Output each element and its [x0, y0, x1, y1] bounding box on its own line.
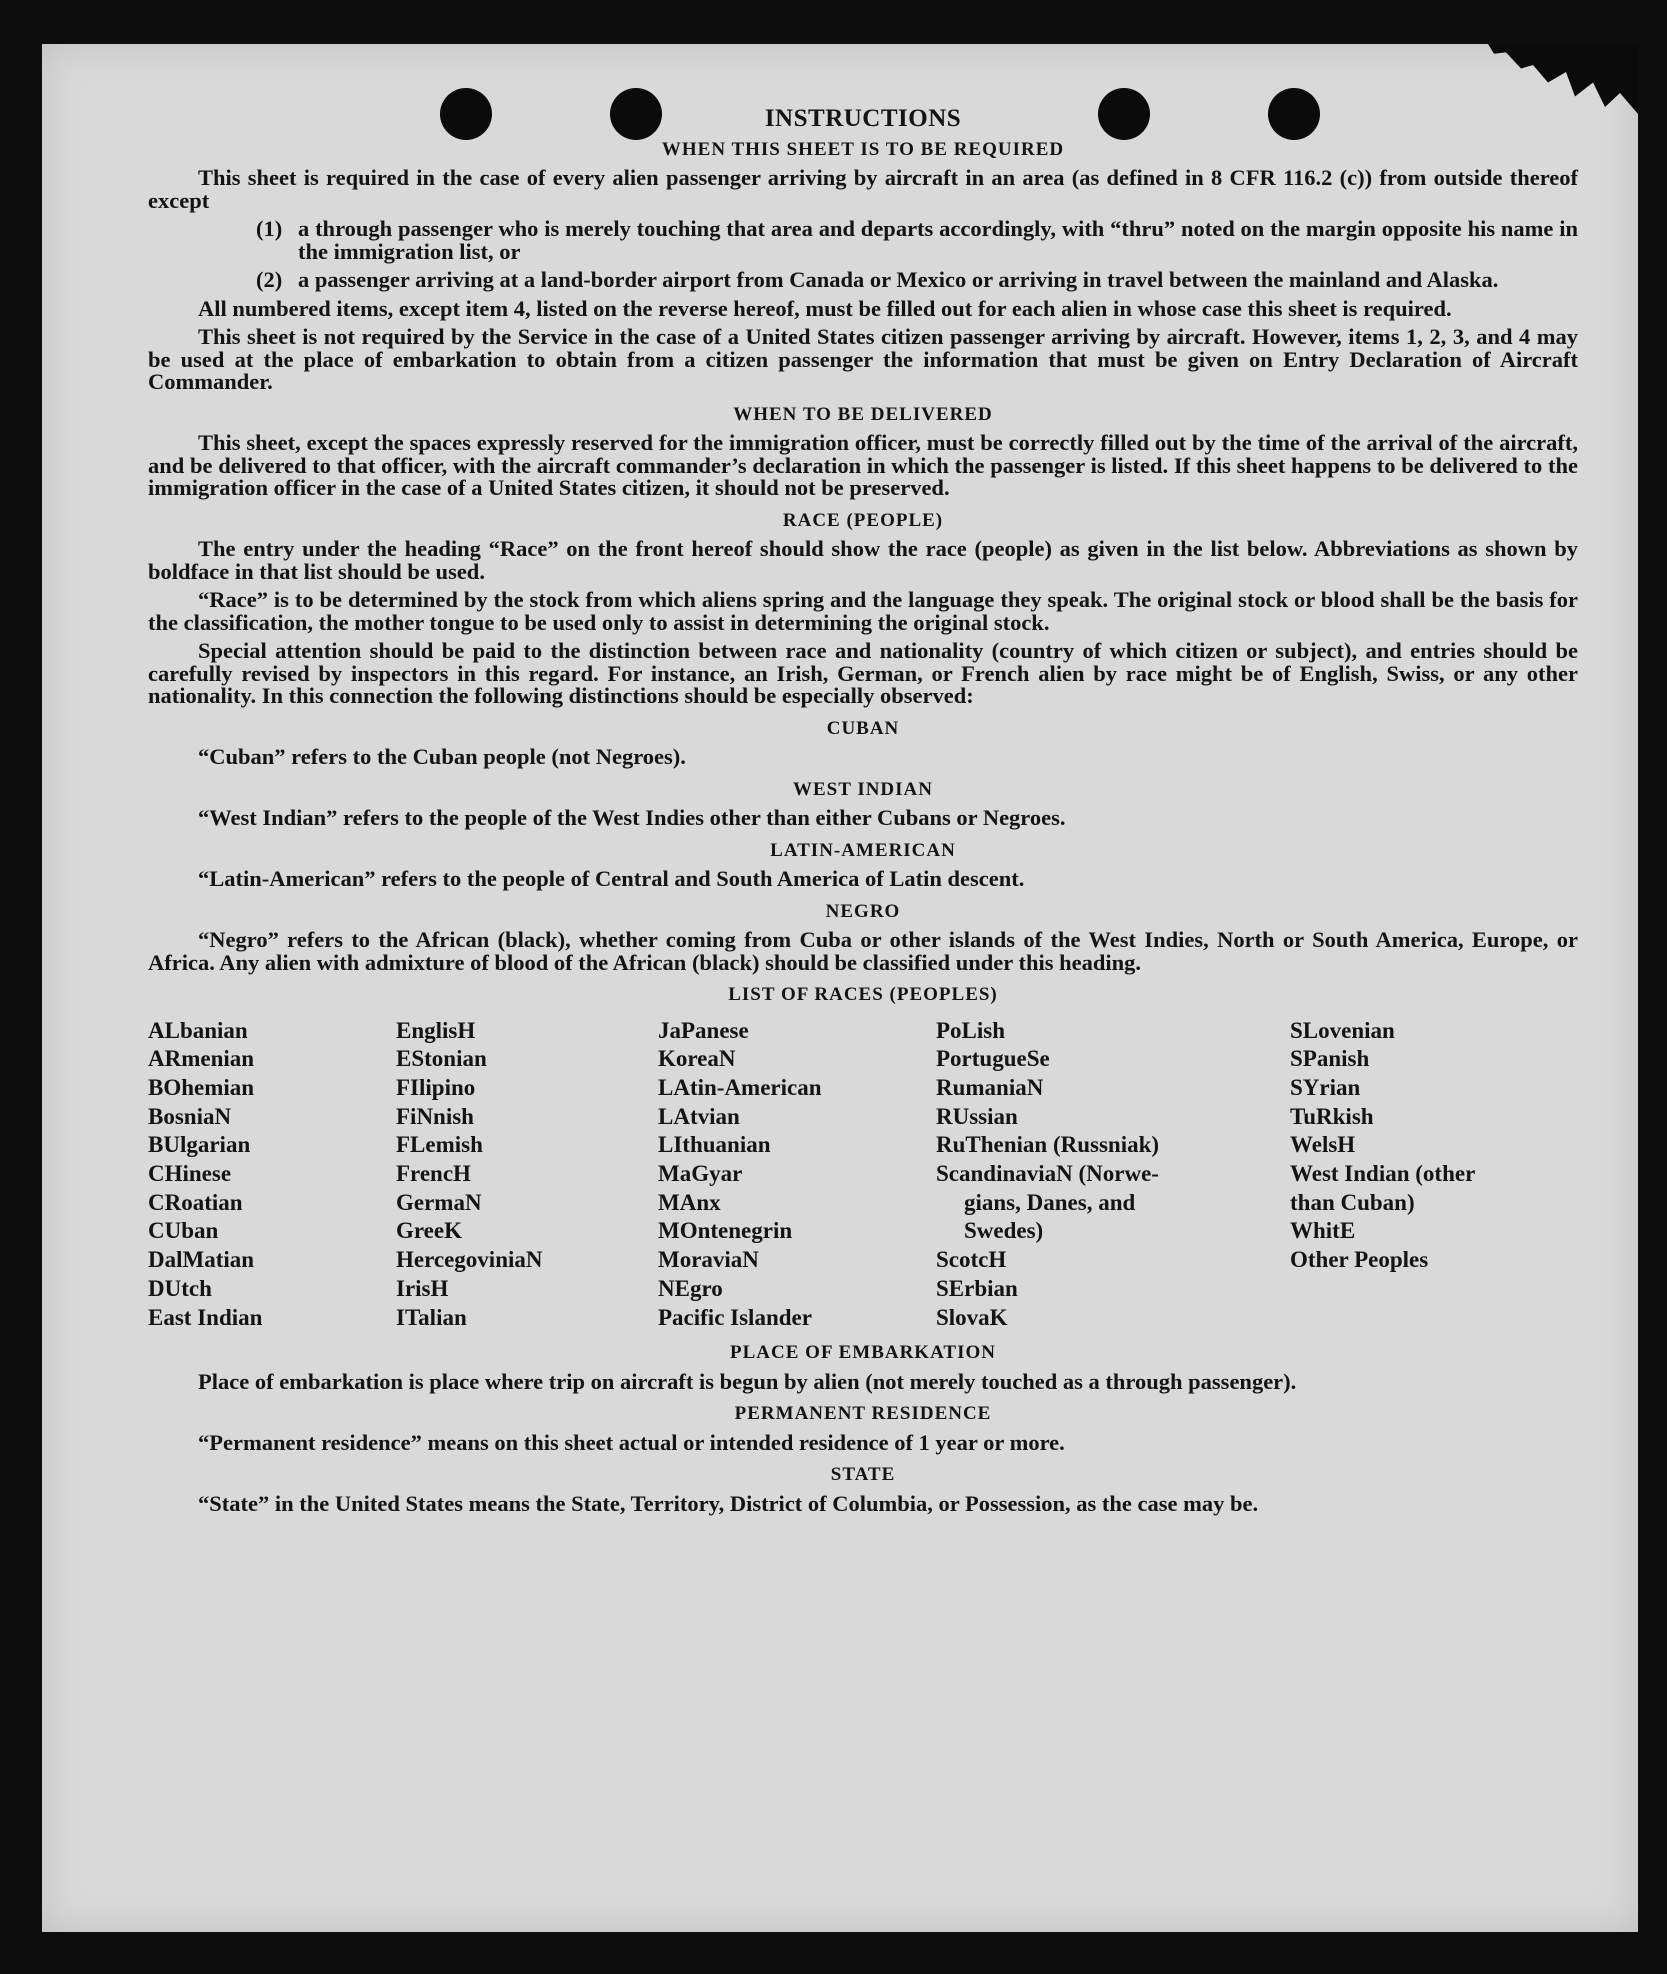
race-entry: SLovenian: [1290, 1017, 1395, 1043]
race-entry: gians, Danes, and: [964, 1189, 1136, 1215]
race-entry: BosniaN: [148, 1103, 232, 1129]
section-heading-latin-american: LATIN-AMERICAN: [770, 839, 956, 861]
race-entry: FLemish: [396, 1132, 483, 1158]
races-column: [936, 1017, 1290, 1333]
paragraph-negro: “Negro” refers to the African (black), whether coming from Cuba or other islands of the West Indies, North or South America, Europe, or Africa. Any alien with admixture of blood of the African (black) should be classified under this heading.: [148, 927, 1578, 975]
race-entry: SErbian: [936, 1275, 1018, 1301]
paragraph-embarkation: Place of embarkation is place where trip on aircraft is begun by alien (not merely touched as a through passenger).: [198, 1368, 1297, 1394]
race-entry: LAtin-American: [658, 1074, 822, 1100]
section-heading-race: RACE (PEOPLE): [782, 509, 944, 531]
paragraph-latin-american: “Latin-American” refers to the people of Central and South America of Latin descent.: [198, 866, 1025, 891]
race-entry: West Indian (other: [1290, 1161, 1476, 1187]
instructions-body: [148, 105, 1578, 1521]
race-entry: PoLish: [936, 1017, 1006, 1043]
race-entry: RUssian: [936, 1103, 1018, 1129]
paragraph-required-intro: This sheet is required in the case of every alien passenger arriving by aircraft in an area (as defined in 8 CFR 116.2 (c)) from outside thereof except: [148, 165, 1578, 213]
race-entry: BUlgarian: [148, 1132, 251, 1158]
race-entry: FiNnish: [396, 1103, 474, 1129]
race-entry: ALbanian: [148, 1017, 248, 1043]
race-entry: JaPanese: [658, 1017, 749, 1043]
section-heading-cuban: CUBAN: [826, 717, 900, 739]
race-entry: BOhemian: [148, 1074, 255, 1100]
race-entry: Swedes): [964, 1218, 1044, 1244]
race-entry: FrencH: [396, 1161, 471, 1187]
section-heading-when-delivered: WHEN TO BE DELIVERED: [733, 403, 993, 425]
race-entry: ARmenian: [148, 1046, 255, 1072]
race-entry: CUban: [148, 1218, 219, 1244]
races-list: [148, 1017, 1578, 1333]
race-entry: MoraviaN: [658, 1247, 759, 1273]
section-heading-embarkation: PLACE OF EMBARKATION: [730, 1342, 996, 1364]
paragraph-state: “State” in the United States means the State, Territory, District of Columbia, or Possession, as the case may be.: [198, 1490, 1259, 1516]
paragraph-race-entry: The entry under the heading “Race” on the front hereof should show the race (people) as given in the list below. Abbreviations as shown by boldface in that list should be used.: [148, 536, 1578, 584]
item-text: a through passenger who is merely touching that area and departs accordingly, with “thru” noted on the margin opposite his name in the immigration list, or: [298, 216, 1578, 264]
race-entry: DalMatian: [148, 1247, 255, 1273]
races-column: [148, 1017, 396, 1333]
item-number: (1): [256, 216, 283, 241]
section-heading-residence: PERMANENT RESIDENCE: [734, 1403, 992, 1425]
paragraph-delivery: This sheet, except the spaces expressly reserved for the immigration officer, must be correctly filled out by the time of the arrival of the aircraft, and be delivered to that officer, with the aircraft commander’s declaration in which the passenger is listed. If this sheet happens to be delivered to the immigration officer in the case of a United States citizen, it should not be preserved.: [148, 430, 1578, 500]
race-entry: IrisH: [396, 1275, 449, 1301]
race-entry: East Indian: [148, 1304, 263, 1330]
item-text: a passenger arriving at a land-border airport from Canada or Mexico or arriving in travel between the mainland and Alaska.: [298, 267, 1499, 292]
race-entry: than Cuban): [1290, 1189, 1415, 1215]
race-entry: TuRkish: [1290, 1103, 1374, 1129]
race-entry: NEgro: [658, 1275, 723, 1301]
section-heading-state: STATE: [830, 1464, 896, 1486]
race-entry: KoreaN: [658, 1046, 736, 1072]
torn-corner: [1488, 44, 1638, 114]
race-entry: FIlipino: [396, 1074, 476, 1100]
race-entry: SYrian: [1290, 1074, 1361, 1100]
race-entry: Other Peoples: [1290, 1247, 1429, 1273]
section-heading-negro: NEGRO: [825, 900, 901, 922]
race-entry: ScandinaviaN (Norwe-: [936, 1161, 1159, 1187]
section-heading-west-indian: WEST INDIAN: [793, 778, 933, 800]
race-entry: HercegoviniaN: [396, 1247, 543, 1273]
race-entry: LIthuanian: [658, 1132, 771, 1158]
race-entry: EStonian: [396, 1046, 487, 1072]
section-heading-list-of-races: LIST OF RACES (PEOPLES): [728, 984, 998, 1005]
race-entry: WelsH: [1290, 1132, 1356, 1158]
paragraph-citizen: This sheet is not required by the Service in the case of a United States citizen passenger arriving by aircraft. However, items 1, 2, 3, and 4 may be used at the place of embarkation to obtain from a citizen passenger the information that must be given on Entry Declaration of Aircraft Commander.: [148, 324, 1578, 394]
race-entry: ITalian: [396, 1304, 467, 1330]
race-entry: CRoatian: [148, 1189, 243, 1215]
exception-item: [256, 269, 1578, 292]
race-entry: PortugueSe: [936, 1046, 1050, 1072]
race-entry: SPanish: [1290, 1046, 1370, 1072]
item-number: (2): [256, 267, 283, 292]
race-entry: GermaN: [396, 1189, 482, 1215]
race-entry: RumaniaN: [936, 1074, 1044, 1100]
race-entry: MaGyar: [658, 1161, 743, 1187]
race-entry: ScotcH: [936, 1247, 1007, 1273]
race-entry: DUtch: [148, 1275, 212, 1301]
paragraph-race-nationality: Special attention should be paid to the distinction between race and nationality (country of which citizen or subject), and entries should be carefully revised by inspectors in this regard. For instance, an Irish, German, or French alien by race might be of English, Swiss, or any other nationality. In this connection the following distinctions should be especially observed:: [148, 638, 1578, 708]
race-entry: RuThenian (Russniak): [936, 1132, 1160, 1158]
race-entry: SlovaK: [936, 1304, 1008, 1330]
race-entry: WhitE: [1290, 1218, 1356, 1244]
paragraph-residence: “Permanent residence” means on this sheet actual or intended residence of 1 year or more.: [198, 1429, 1065, 1455]
race-entry: EnglisH: [396, 1017, 476, 1043]
race-entry: GreeK: [396, 1218, 462, 1244]
race-entry: MOntenegrin: [658, 1218, 793, 1244]
races-column: [396, 1017, 658, 1333]
races-column: [1290, 1017, 1560, 1333]
page-title: INSTRUCTIONS: [764, 105, 962, 132]
paragraph-cuban: “Cuban” refers to the Cuban people (not Negroes).: [198, 744, 686, 769]
race-entry: CHinese: [148, 1161, 232, 1187]
paragraph-race-stock: “Race” is to be determined by the stock from which aliens spring and the language they speak. The original stock or blood shall be the basis for the classification, the mother tongue to be used only to assist in determining the original stock.: [148, 587, 1578, 635]
paragraph-west-indian: “West Indian” refers to the people of the West Indies other than either Cubans or Negroes.: [198, 805, 1066, 830]
race-entry: LAtvian: [658, 1103, 740, 1129]
document-sheet: [42, 44, 1638, 1932]
race-entry: MAnx: [658, 1189, 721, 1215]
section-heading-when-required: WHEN THIS SHEET IS TO BE REQUIRED: [661, 138, 1065, 160]
exception-item: [256, 218, 1578, 263]
paragraph-numbered-items: All numbered items, except item 4, listed on the reverse hereof, must be filled out for each alien in whose case this sheet is required.: [198, 295, 1452, 321]
race-entry: Pacific Islander: [658, 1304, 812, 1330]
races-column: [658, 1017, 936, 1333]
